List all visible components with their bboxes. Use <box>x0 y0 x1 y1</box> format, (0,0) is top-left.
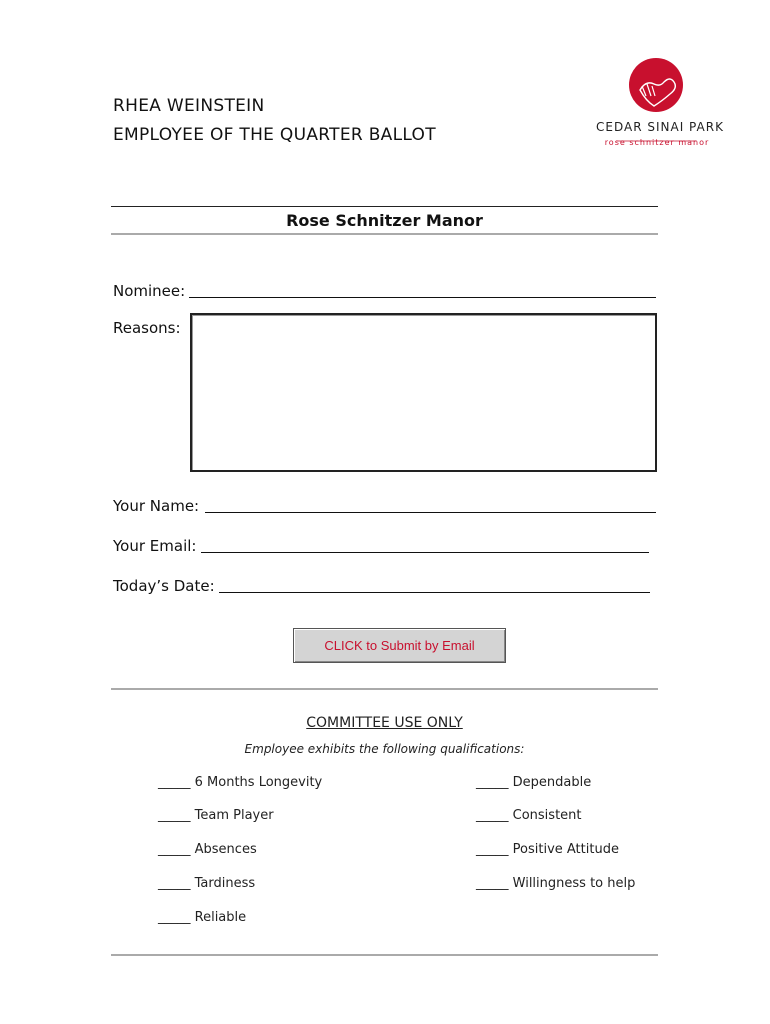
logo-brand-text: CEDAR SINAI PARK <box>596 120 724 134</box>
committee-heading: COMMITTEE USE ONLY <box>306 715 463 731</box>
qual-item-willingness-to-help[interactable] <box>476 876 635 891</box>
qual-item-consistent[interactable] <box>476 808 582 823</box>
qual-label: Positive Attitude <box>512 842 619 857</box>
committee-subheading: Employee exhibits the following qualifications: <box>244 742 525 756</box>
your-name-field[interactable] <box>205 512 656 513</box>
divider-committee <box>111 688 658 690</box>
qual-label: Tardiness <box>194 876 256 891</box>
qual-label: Dependable <box>512 775 592 790</box>
divider-facility <box>111 233 658 235</box>
qual-blank: _____ <box>158 842 191 857</box>
qual-blank: _____ <box>476 842 509 857</box>
qual-blank: _____ <box>476 808 509 823</box>
qual-blank: _____ <box>158 876 191 891</box>
qual-blank: _____ <box>158 910 191 925</box>
qual-item-absences[interactable] <box>158 842 257 857</box>
facility-title: Rose Schnitzer Manor <box>286 211 483 230</box>
qual-item-reliable[interactable] <box>158 910 246 925</box>
qual-item-6-months-longevity[interactable] <box>158 775 322 790</box>
your-email-label: Your Email: <box>113 537 197 555</box>
employee-name-heading: RHEA WEINSTEIN <box>113 96 265 116</box>
qual-blank: _____ <box>476 775 509 790</box>
cedar-sinai-park-logo <box>596 56 724 152</box>
divider-bottom <box>111 954 658 956</box>
todays-date-label: Today’s Date: <box>113 577 215 595</box>
qual-label: Consistent <box>512 808 582 823</box>
reasons-label: Reasons: <box>113 319 181 337</box>
qual-item-positive-attitude[interactable] <box>476 842 619 857</box>
qual-blank: _____ <box>158 808 191 823</box>
divider-top <box>111 206 658 207</box>
qual-blank: _____ <box>476 876 509 891</box>
nominee-label: Nominee: <box>113 282 186 300</box>
qual-label: Absences <box>194 842 257 857</box>
todays-date-field[interactable] <box>219 592 650 593</box>
logo-sub-text: rose schnitzer manor <box>604 138 710 147</box>
ballot-title: EMPLOYEE OF THE QUARTER BALLOT <box>113 125 436 145</box>
qual-label: Team Player <box>194 808 274 823</box>
qual-blank: _____ <box>158 775 191 790</box>
qual-item-team-player[interactable] <box>158 808 274 823</box>
submit-by-email-button[interactable]: CLICK to Submit by Email <box>293 628 506 663</box>
your-email-field[interactable] <box>201 552 649 553</box>
qual-item-dependable[interactable] <box>476 775 591 790</box>
nominee-field[interactable] <box>189 297 656 298</box>
your-name-label: Your Name: <box>113 497 200 515</box>
reasons-textarea[interactable] <box>190 313 657 472</box>
qual-label: 6 Months Longevity <box>194 775 323 790</box>
qual-item-tardiness[interactable] <box>158 876 255 891</box>
qual-label: Willingness to help <box>512 876 636 891</box>
qual-label: Reliable <box>194 910 247 925</box>
